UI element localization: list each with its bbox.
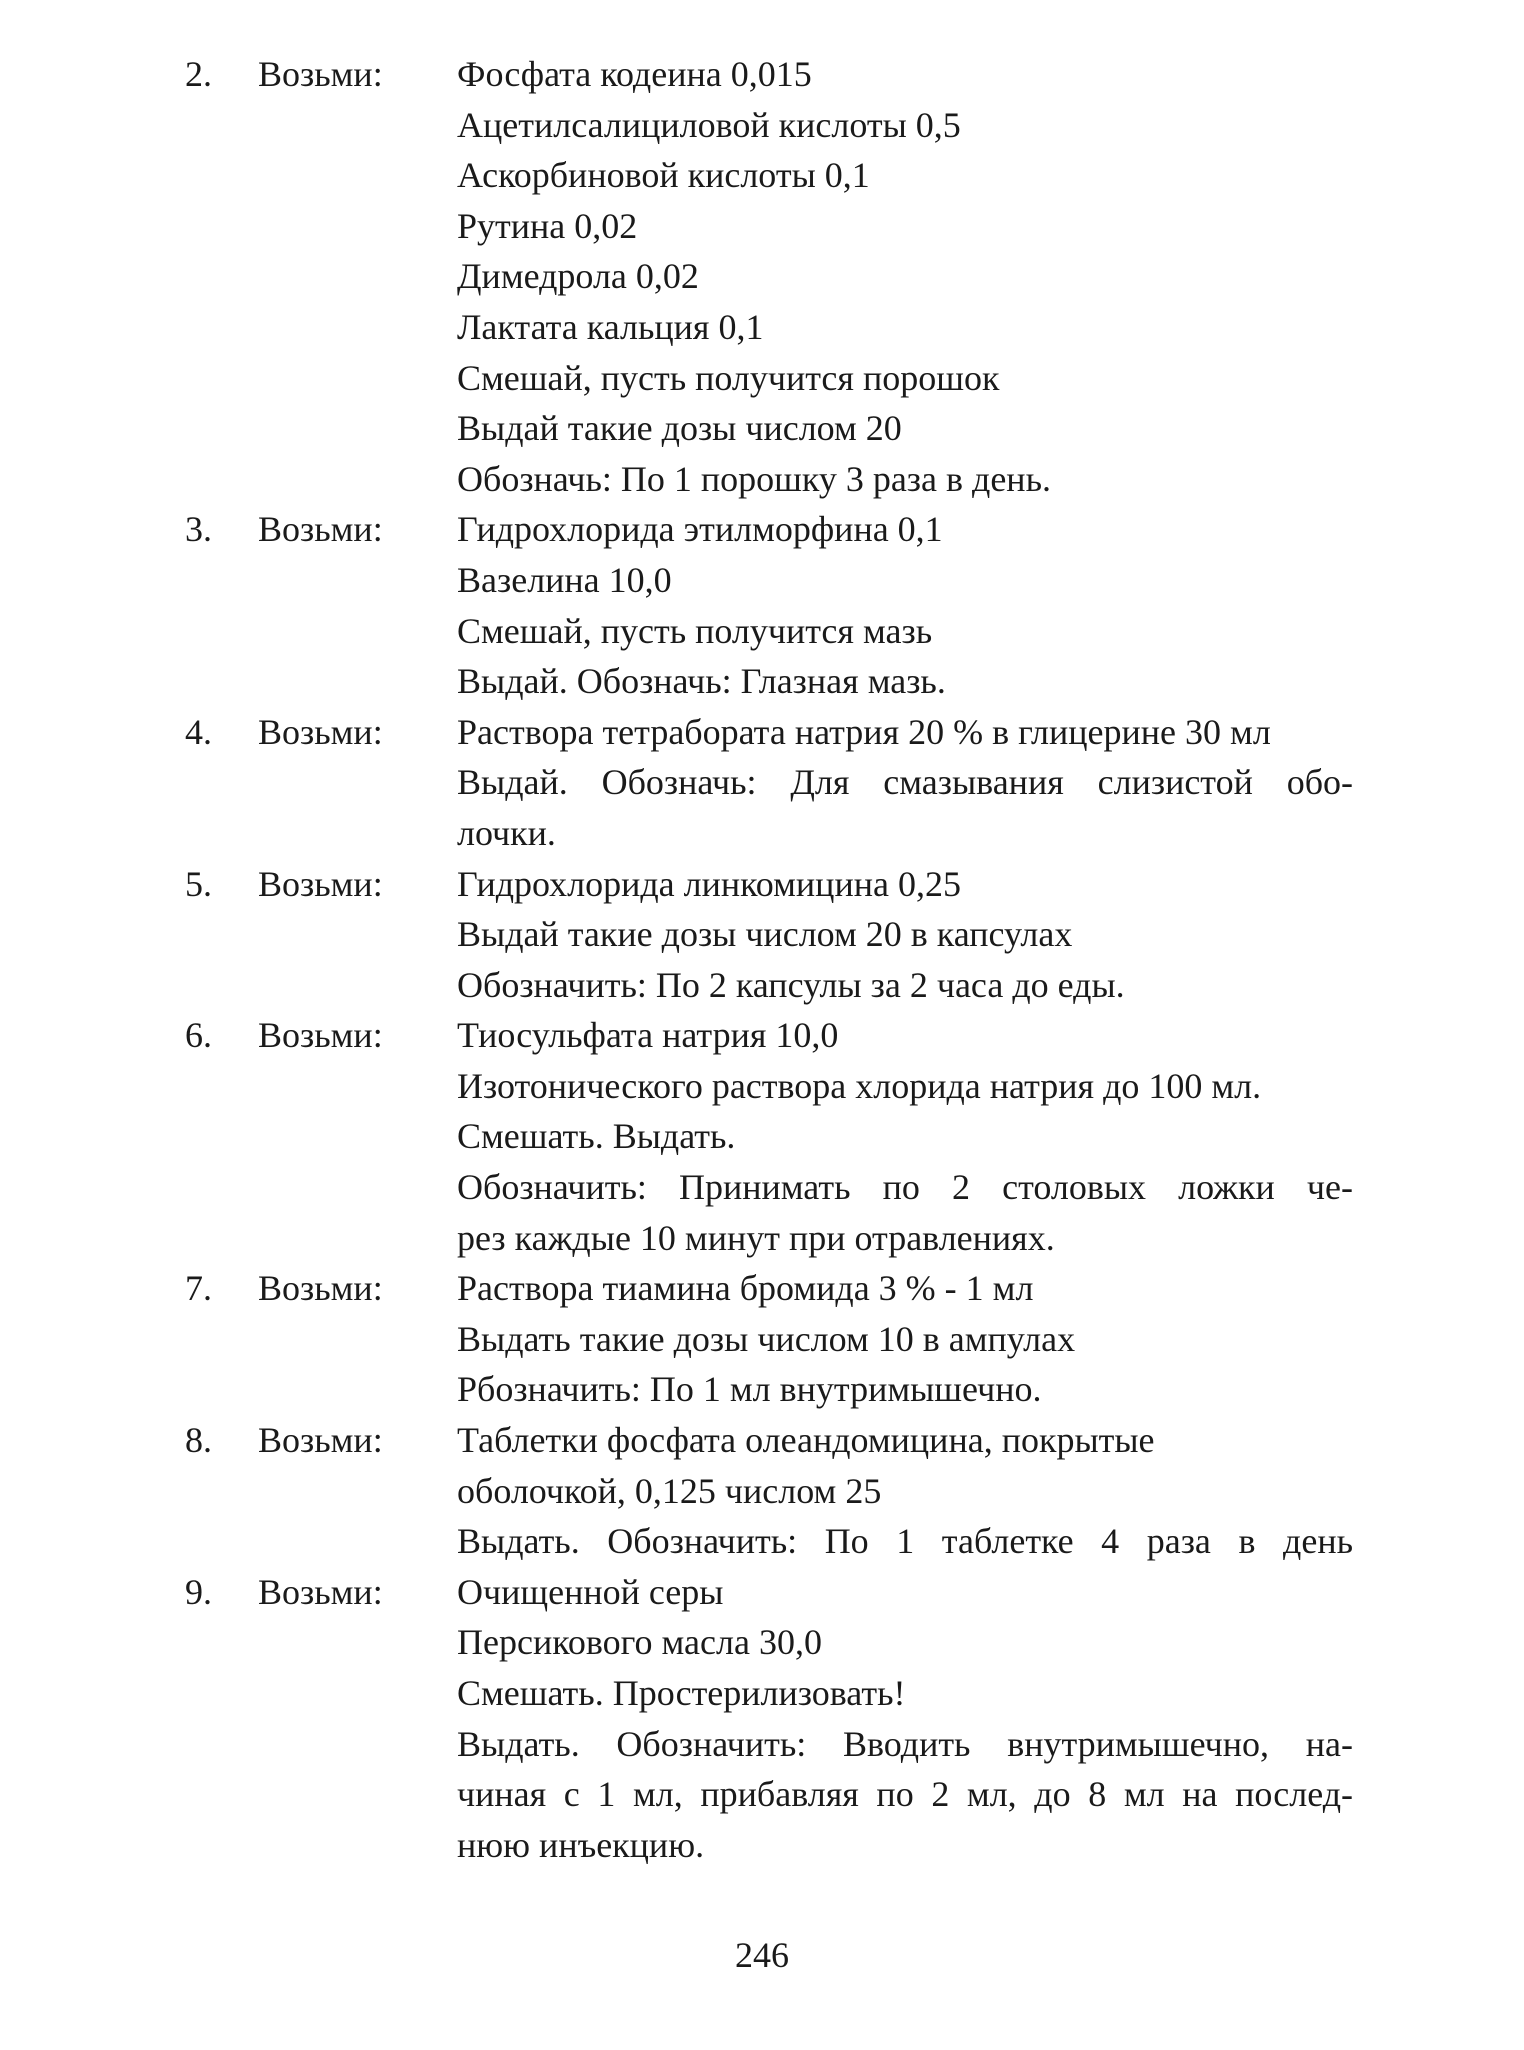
entry-label: Возьми: (258, 863, 383, 904)
entry-lines (457, 707, 1357, 859)
entry-number: 6. (185, 1015, 212, 1056)
entry-number: 3. (185, 509, 212, 550)
entry-line: Лактата кальция 0,1 (457, 306, 764, 347)
entry-label: Возьми: (258, 54, 383, 94)
prescription-entry (0, 859, 1524, 1011)
entry-line: Выдай. Обозначь: Глазная мазь. (457, 661, 946, 702)
entry-line: рез каждые 10 минут при отравлениях. (457, 1217, 1055, 1258)
entry-line: Изотонического раствора хлорида натрия до 100 мл. (457, 1065, 1262, 1106)
entry-lines (457, 1415, 1357, 1567)
entry-line: Смешать. Простерилизовать! (457, 1673, 906, 1713)
entry-line: Смешай, пусть получится порошок (457, 357, 1000, 398)
entry-line: Раствора тиамина бромида 3 % - 1 мл (457, 1268, 1034, 1309)
entry-line: Обозначить: По 2 капсулы за 2 часа до еды. (457, 964, 1125, 1005)
entry-line: лочки. (457, 812, 556, 853)
entry-number: 8. (185, 1420, 212, 1461)
entry-number: 4. (185, 711, 212, 752)
prescription-entry (0, 504, 1524, 706)
prescription-entry (0, 49, 1524, 504)
entry-lines (457, 859, 1357, 1011)
entry-line: Очищенной серы (457, 1571, 724, 1612)
entry-line: Раствора тетрабората натрия 20 % в глицерине 30 мл (457, 711, 1271, 752)
entry-line: Фосфата кодеина 0,015 (457, 54, 812, 94)
entry-line: Аскорбиновой кислоты 0,1 (457, 155, 870, 196)
prescription-entry (0, 1263, 1524, 1415)
entry-line: Обозначить: Принимать по 2 столовых ложки че- (457, 1167, 1353, 1208)
entry-line: Выдай такие дозы числом 20 (457, 408, 902, 449)
entry-number: 2. (185, 54, 212, 94)
entry-line: оболочкой, 0,125 числом 25 (457, 1470, 882, 1511)
entry-line: Гидрохлорида этилморфина 0,1 (457, 509, 943, 550)
entry-label: Возьми: (258, 1268, 383, 1309)
entry-label: Возьми: (258, 1420, 383, 1461)
entry-line: Выдать. Обозначить: По 1 таблетке 4 раза в день (457, 1521, 1353, 1562)
entry-line: чиная с 1 мл, прибавляя по 2 мл, до 8 мл на послед- (457, 1774, 1353, 1815)
prescription-entry (0, 1567, 1524, 1871)
prescription-list (0, 49, 1524, 1870)
entry-line: Таблетки фосфата олеандомицина, покрытые (457, 1420, 1155, 1461)
entry-line: Гидрохлорида линкомицина 0,25 (457, 863, 961, 904)
entry-lines (457, 49, 1357, 504)
prescription-entry (0, 707, 1524, 859)
entry-line: Ацетилсалициловой кислоты 0,5 (457, 104, 961, 145)
entry-line: Обозначь: По 1 порошку 3 раза в день. (457, 458, 1051, 499)
entry-lines (457, 1567, 1357, 1871)
entry-line: Рутина 0,02 (457, 205, 638, 246)
entry-line: Персикового масла 30,0 (457, 1622, 822, 1663)
entry-number: 9. (185, 1571, 212, 1612)
entry-line: Рбозначить: По 1 мл внутримышечно. (457, 1369, 1042, 1410)
prescription-entry (0, 1010, 1524, 1263)
entry-lines (457, 1010, 1357, 1263)
entry-lines (457, 1263, 1357, 1415)
page-number: 246 (735, 1935, 789, 1975)
entry-line: нюю инъекцию. (457, 1824, 705, 1865)
entry-line: Выдай. Обозначь: Для смазывания слизистой обо- (457, 762, 1353, 803)
entry-lines (457, 504, 1357, 706)
entry-line: Димедрола 0,02 (457, 256, 699, 297)
entry-line: Смешать. Выдать. (457, 1116, 736, 1157)
entry-line: Выдать. Обозначить: Вводить внутримышечно, на- (457, 1723, 1353, 1764)
entry-line: Выдай такие дозы числом 20 в капсулах (457, 914, 1073, 955)
entry-line: Вазелина 10,0 (457, 559, 672, 600)
entry-number: 5. (185, 863, 212, 904)
prescription-entry (0, 1415, 1524, 1567)
entry-number: 7. (185, 1268, 212, 1309)
entry-line: Выдать такие дозы числом 10 в ампулах (457, 1318, 1076, 1359)
entry-line: Тиосульфата натрия 10,0 (457, 1015, 839, 1056)
entry-label: Возьми: (258, 509, 383, 550)
entry-label: Возьми: (258, 711, 383, 752)
entry-label: Возьми: (258, 1015, 383, 1056)
entry-label: Возьми: (258, 1571, 383, 1612)
entry-line: Смешай, пусть получится мазь (457, 610, 933, 651)
